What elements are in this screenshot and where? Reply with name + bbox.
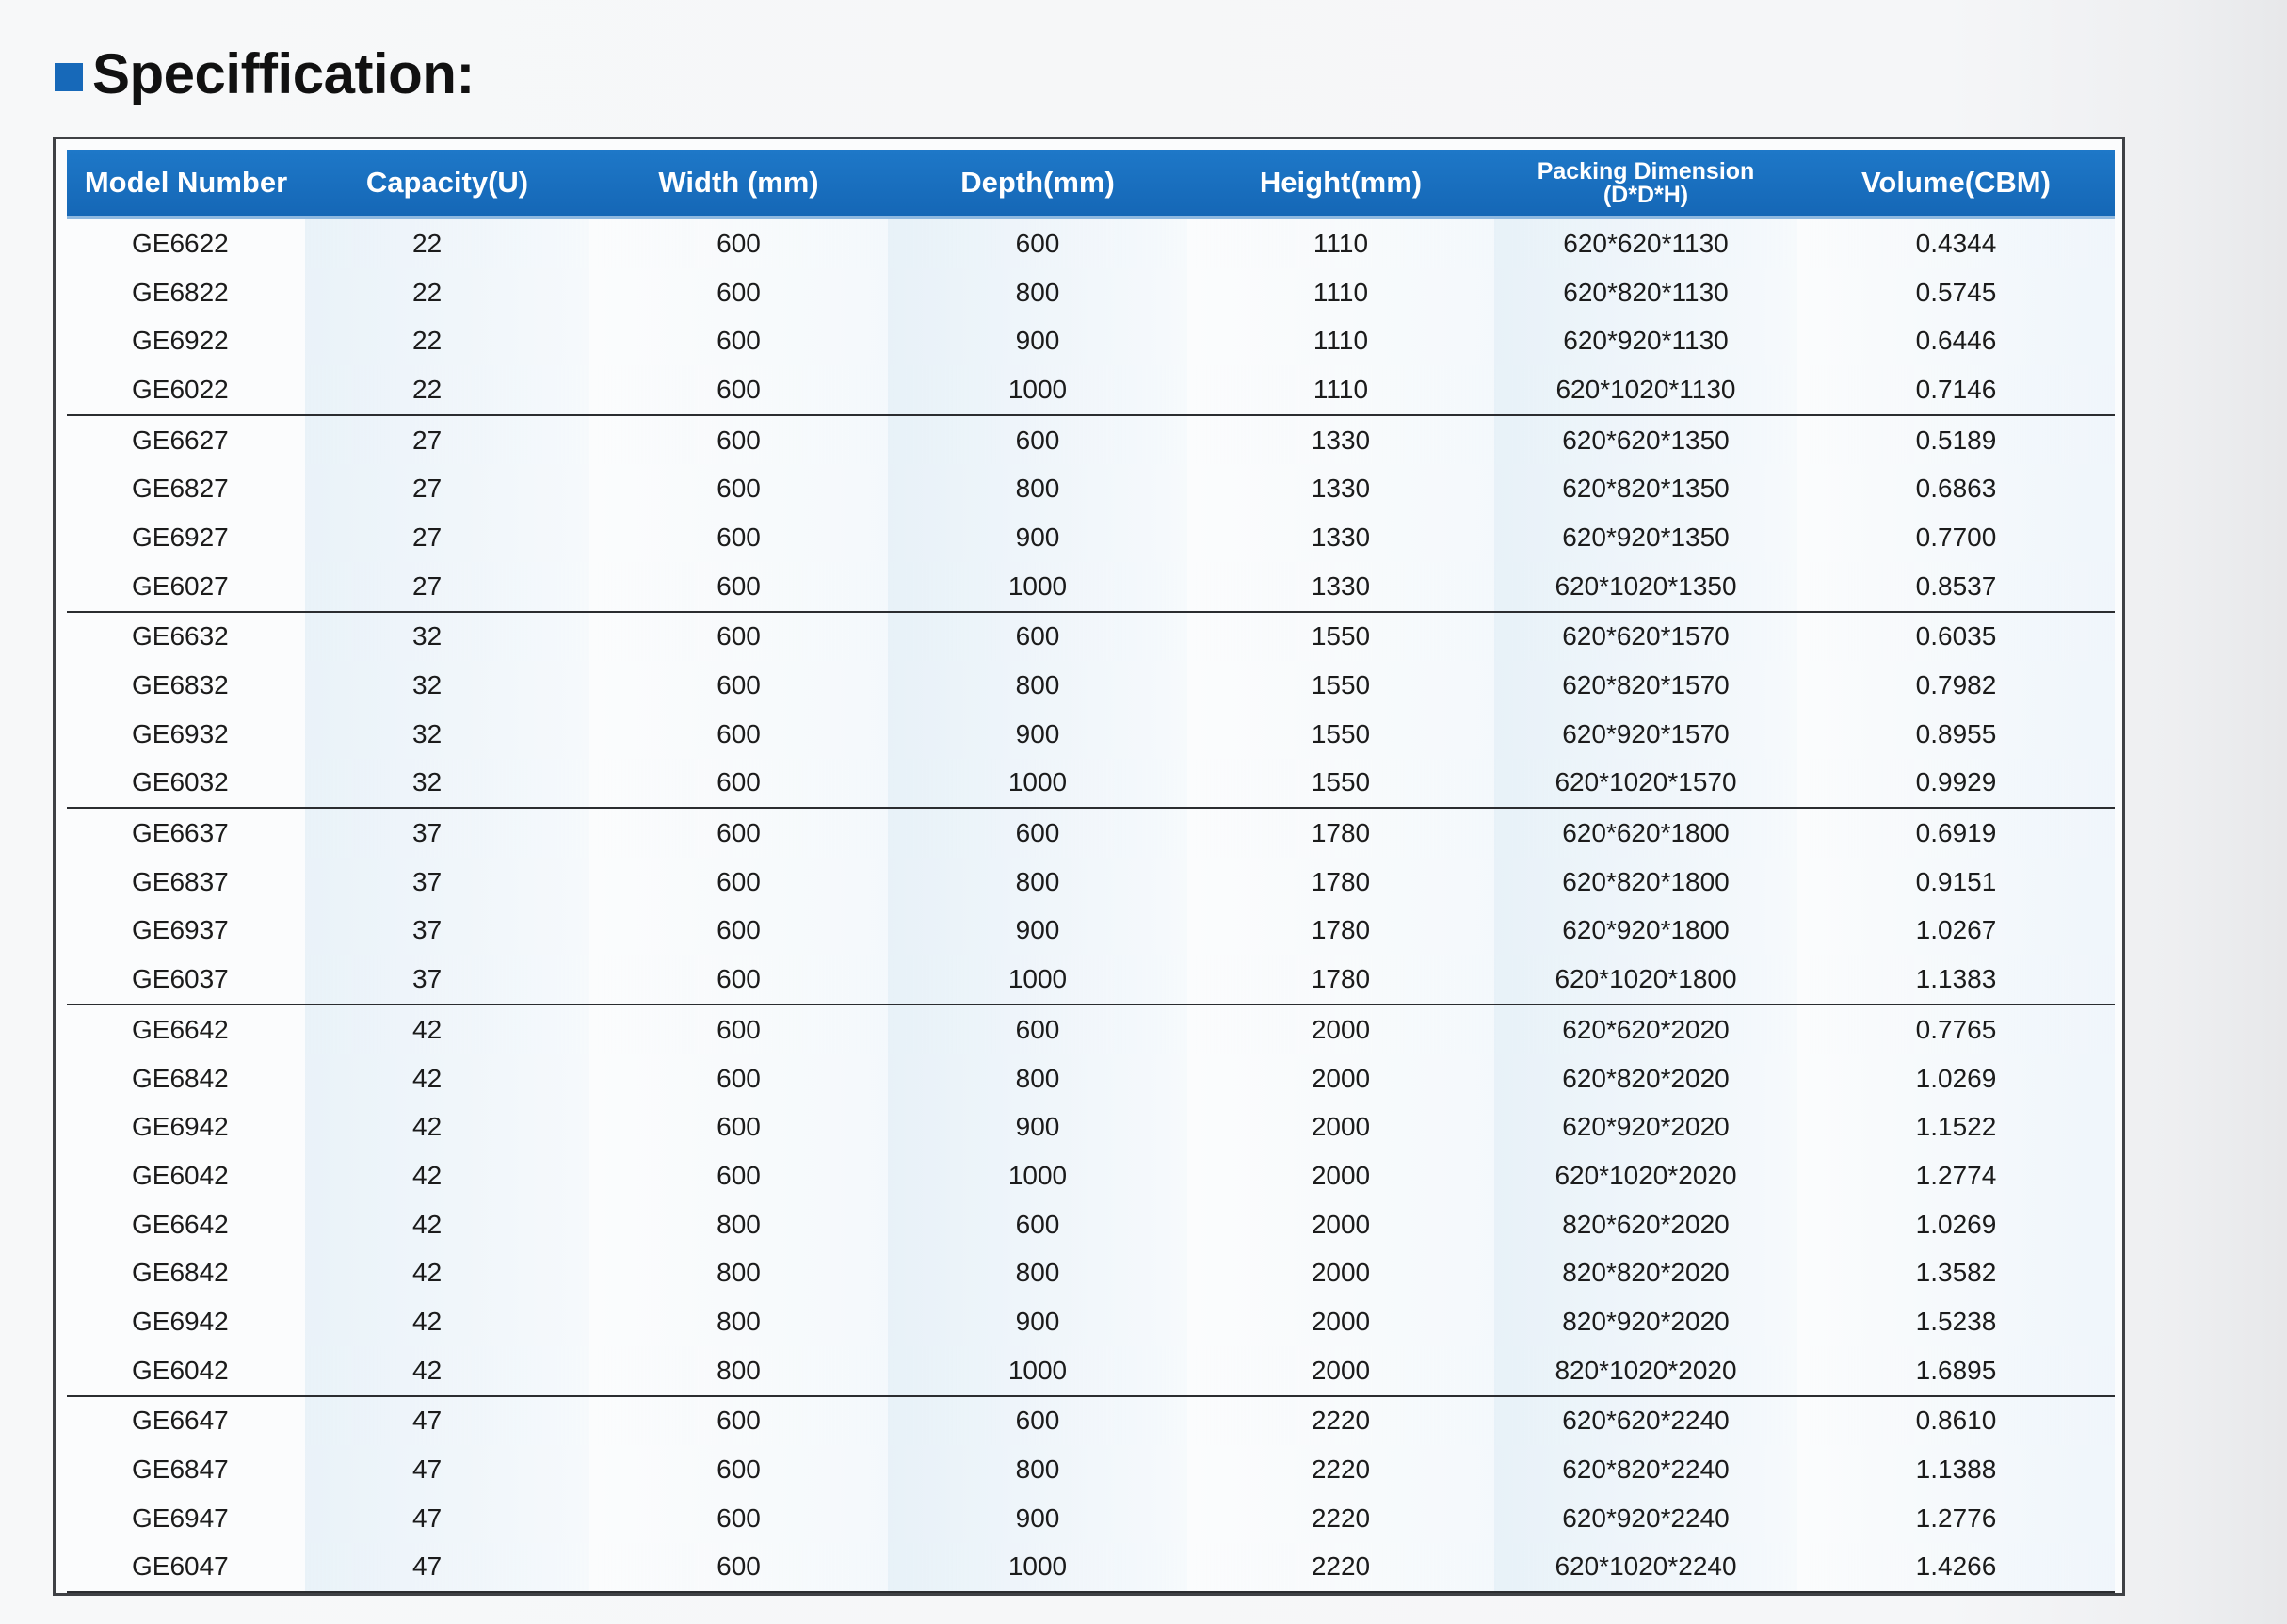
cell-model-number: GE6042 — [67, 1346, 305, 1396]
cell-volume: 1.1522 — [1797, 1102, 2115, 1151]
cell-model-number: GE6042 — [132, 1160, 229, 1190]
cell-capacity: 37 — [305, 907, 589, 956]
title-square-icon — [55, 63, 83, 91]
cell-depth: 800 — [888, 1054, 1187, 1103]
cell-volume: 0.7700 — [1797, 513, 2115, 562]
cell-capacity: 47 — [305, 1396, 589, 1446]
cell-height: 1550 — [1187, 612, 1494, 662]
cell-depth: 1000 — [888, 759, 1187, 809]
cell-height: 1330 — [1187, 415, 1494, 465]
cell-packing-dimension: 620*1020*1350 — [1494, 562, 1797, 612]
cell-width: 600 — [589, 1102, 888, 1151]
cell-width: 600 — [589, 562, 888, 612]
table-row — [67, 1248, 2115, 1297]
table-row — [67, 1494, 2115, 1543]
cell-depth: 600 — [888, 808, 1187, 858]
cell-capacity: 47 — [305, 1543, 589, 1593]
table-row — [67, 1297, 2115, 1346]
cell-capacity: 42 — [305, 1102, 589, 1151]
cell-volume: 0.6919 — [1797, 808, 2115, 858]
cell-depth: 900 — [888, 1297, 1187, 1346]
cell-depth: 600 — [888, 612, 1187, 662]
cell-depth: 600 — [888, 217, 1187, 268]
cell-width: 600 — [589, 316, 888, 365]
cell-capacity: 42 — [305, 1054, 589, 1103]
cell-width: 800 — [589, 1297, 888, 1346]
cell-volume: 1.4266 — [1797, 1543, 2115, 1593]
cell-width: 800 — [589, 1200, 888, 1249]
cell-model-number: GE6637 — [132, 818, 229, 848]
cell-packing-dimension: 620*1020*1570 — [1494, 759, 1797, 809]
cell-depth: 1000 — [888, 365, 1187, 415]
cell-depth: 600 — [888, 415, 1187, 465]
cell-capacity: 42 — [305, 1346, 589, 1396]
cell-model-number: GE6027 — [67, 562, 305, 612]
cell-capacity: 22 — [305, 268, 589, 317]
header-packing-line2: (D*D*H) — [1603, 181, 1689, 208]
cell-height: 1110 — [1187, 316, 1494, 365]
table-row — [67, 1543, 2115, 1593]
cell-volume: 0.8955 — [1797, 710, 2115, 759]
cell-packing-dimension: 820*620*2020 — [1494, 1200, 1797, 1249]
cell-height: 1780 — [1187, 858, 1494, 907]
cell-depth: 900 — [888, 907, 1187, 956]
cell-width: 600 — [589, 612, 888, 662]
cell-height: 1330 — [1187, 562, 1494, 612]
cell-height: 2220 — [1187, 1494, 1494, 1543]
cell-volume: 0.5189 — [1797, 415, 2115, 465]
cell-width: 600 — [589, 1396, 888, 1446]
cell-height: 2000 — [1187, 1297, 1494, 1346]
table-row — [67, 1005, 2115, 1054]
cell-depth: 900 — [888, 710, 1187, 759]
table-row — [67, 907, 2115, 956]
cell-height: 2220 — [1187, 1396, 1494, 1446]
cell-depth: 800 — [888, 268, 1187, 317]
cell-packing-dimension: 820*1020*2020 — [1494, 1346, 1797, 1396]
cell-capacity: 32 — [305, 661, 589, 710]
cell-capacity: 37 — [305, 858, 589, 907]
table-row — [67, 1151, 2115, 1200]
header-width: Width (mm) — [589, 150, 888, 217]
cell-height: 1330 — [1187, 464, 1494, 513]
cell-packing-dimension: 620*820*1800 — [1494, 858, 1797, 907]
cell-depth: 1000 — [888, 562, 1187, 612]
table-row — [67, 1102, 2115, 1151]
cell-height: 2000 — [1187, 1248, 1494, 1297]
table-row — [67, 316, 2115, 365]
cell-width: 600 — [589, 858, 888, 907]
cell-width: 600 — [589, 1445, 888, 1494]
cell-width: 600 — [589, 710, 888, 759]
cell-volume: 0.8537 — [1797, 562, 2115, 612]
cell-depth: 800 — [888, 1445, 1187, 1494]
table-row — [67, 1445, 2115, 1494]
cell-depth: 900 — [888, 1102, 1187, 1151]
cell-width: 600 — [589, 365, 888, 415]
header-model-number: Model Number — [67, 150, 305, 217]
cell-depth: 1000 — [888, 1346, 1187, 1396]
cell-packing-dimension: 620*820*2240 — [1494, 1445, 1797, 1494]
cell-model-number: GE6842 — [132, 1258, 229, 1288]
table-row — [67, 1396, 2115, 1446]
cell-volume: 1.2774 — [1797, 1151, 2115, 1200]
table-row — [67, 268, 2115, 317]
cell-capacity: 22 — [305, 316, 589, 365]
cell-packing-dimension: 620*820*1570 — [1494, 661, 1797, 710]
table-row — [67, 217, 2115, 268]
cell-packing-dimension: 620*920*1800 — [1494, 907, 1797, 956]
cell-depth: 1000 — [888, 1151, 1187, 1200]
cell-volume: 0.7982 — [1797, 661, 2115, 710]
table-row — [67, 1054, 2115, 1103]
cell-volume: 0.5745 — [1797, 268, 2115, 317]
cell-model-number: GE6047 — [67, 1543, 305, 1593]
cell-packing-dimension: 620*920*1350 — [1494, 513, 1797, 562]
cell-packing-dimension: 820*820*2020 — [1494, 1248, 1797, 1297]
cell-packing-dimension: 620*620*1350 — [1494, 415, 1797, 465]
cell-model-number: GE6937 — [132, 915, 229, 945]
cell-height: 2220 — [1187, 1543, 1494, 1593]
cell-capacity: 37 — [305, 808, 589, 858]
cell-volume: 0.4344 — [1797, 217, 2115, 268]
cell-width: 600 — [589, 1054, 888, 1103]
header-height: Height(mm) — [1187, 150, 1494, 217]
table-row — [67, 464, 2115, 513]
cell-height: 2000 — [1187, 1054, 1494, 1103]
cell-height: 2000 — [1187, 1200, 1494, 1249]
cell-packing-dimension: 620*1020*2240 — [1494, 1543, 1797, 1593]
cell-packing-dimension: 620*820*2020 — [1494, 1054, 1797, 1103]
cell-height: 1550 — [1187, 759, 1494, 809]
cell-width: 600 — [589, 513, 888, 562]
cell-model-number: GE6622 — [132, 228, 229, 258]
cell-model-number: GE6837 — [132, 866, 229, 896]
cell-capacity: 27 — [305, 562, 589, 612]
cell-width: 600 — [589, 464, 888, 513]
cell-volume: 0.7765 — [1797, 1005, 2115, 1054]
cell-model-number: GE6832 — [132, 670, 229, 700]
cell-volume: 1.6895 — [1797, 1346, 2115, 1396]
cell-volume: 0.8610 — [1797, 1396, 2115, 1446]
cell-depth: 900 — [888, 316, 1187, 365]
cell-model-number: GE6022 — [67, 365, 305, 415]
cell-capacity: 42 — [305, 1200, 589, 1249]
cell-packing-dimension: 620*1020*2020 — [1494, 1151, 1797, 1200]
cell-packing-dimension: 620*620*1800 — [1494, 808, 1797, 858]
cell-model-number: GE6922 — [132, 326, 229, 356]
cell-volume: 1.5238 — [1797, 1297, 2115, 1346]
cell-volume: 0.6035 — [1797, 612, 2115, 662]
cell-volume: 0.9929 — [1797, 759, 2115, 809]
cell-height: 2000 — [1187, 1005, 1494, 1054]
table-row — [67, 955, 2115, 1005]
cell-width: 600 — [589, 661, 888, 710]
cell-volume: 1.0269 — [1797, 1054, 2115, 1103]
cell-model-number: GE6642 — [132, 1014, 229, 1044]
cell-volume: 0.7146 — [1797, 365, 2115, 415]
cell-height: 1780 — [1187, 907, 1494, 956]
cell-model-number: GE6947 — [132, 1503, 229, 1533]
table-row — [67, 365, 2115, 415]
cell-volume: 0.6446 — [1797, 316, 2115, 365]
cell-model-number: GE6932 — [132, 718, 229, 748]
cell-capacity: 22 — [305, 217, 589, 268]
section-title — [55, 26, 475, 121]
cell-width: 600 — [589, 955, 888, 1005]
cell-width: 600 — [589, 1543, 888, 1593]
cell-capacity: 42 — [305, 1248, 589, 1297]
header-depth: Depth(mm) — [888, 150, 1187, 217]
cell-depth: 900 — [888, 513, 1187, 562]
cell-volume: 1.1388 — [1797, 1445, 2115, 1494]
cell-height: 1780 — [1187, 808, 1494, 858]
cell-width: 600 — [589, 1005, 888, 1054]
cell-width: 600 — [589, 217, 888, 268]
cell-model-number: GE6642 — [132, 1209, 229, 1239]
header-volume: Volume(CBM) — [1797, 150, 2115, 217]
cell-model-number: GE6847 — [132, 1455, 229, 1485]
cell-depth: 600 — [888, 1005, 1187, 1054]
cell-depth: 600 — [888, 1396, 1187, 1446]
cell-capacity: 42 — [305, 1297, 589, 1346]
table-row — [67, 808, 2115, 858]
cell-height: 1110 — [1187, 268, 1494, 317]
cell-packing-dimension: 620*1020*1130 — [1494, 365, 1797, 415]
cell-depth: 900 — [888, 1494, 1187, 1543]
cell-capacity: 27 — [305, 513, 589, 562]
cell-model-number: GE6647 — [132, 1406, 229, 1436]
cell-width: 600 — [589, 1494, 888, 1543]
cell-capacity: 37 — [305, 955, 589, 1005]
cell-width: 600 — [589, 808, 888, 858]
cell-depth: 800 — [888, 858, 1187, 907]
cell-capacity: 22 — [305, 365, 589, 415]
cell-capacity: 47 — [305, 1494, 589, 1543]
cell-packing-dimension: 620*920*1130 — [1494, 316, 1797, 365]
table-row — [67, 759, 2115, 809]
cell-volume: 1.3582 — [1797, 1248, 2115, 1297]
cell-volume: 1.0267 — [1797, 907, 2115, 956]
cell-volume: 1.2776 — [1797, 1494, 2115, 1543]
table-row — [67, 1200, 2115, 1249]
table-row — [67, 710, 2115, 759]
cell-packing-dimension: 620*920*2240 — [1494, 1494, 1797, 1543]
page-title: Speciffication: — [92, 41, 475, 105]
cell-packing-dimension: 620*620*1570 — [1494, 612, 1797, 662]
cell-capacity: 42 — [305, 1005, 589, 1054]
cell-volume: 0.6863 — [1797, 464, 2115, 513]
cell-width: 800 — [589, 1346, 888, 1396]
cell-width: 600 — [589, 415, 888, 465]
cell-model-number: GE6842 — [132, 1063, 229, 1093]
cell-width: 600 — [589, 268, 888, 317]
cell-capacity: 27 — [305, 415, 589, 465]
cell-height: 1330 — [1187, 513, 1494, 562]
cell-height: 1550 — [1187, 710, 1494, 759]
cell-capacity: 27 — [305, 464, 589, 513]
table-row — [67, 415, 2115, 465]
table-row — [67, 661, 2115, 710]
table-body — [67, 217, 2115, 1592]
cell-depth: 1000 — [888, 955, 1187, 1005]
cell-model-number: GE6627 — [132, 425, 229, 455]
cell-width: 600 — [589, 1151, 888, 1200]
table-row — [67, 1346, 2115, 1396]
cell-depth: 800 — [888, 464, 1187, 513]
cell-volume: 1.0269 — [1797, 1200, 2115, 1249]
spec-table — [67, 150, 2115, 1593]
table-row — [67, 513, 2115, 562]
cell-height: 2000 — [1187, 1346, 1494, 1396]
cell-packing-dimension: 620*820*1130 — [1494, 268, 1797, 317]
cell-capacity: 32 — [305, 612, 589, 662]
cell-volume: 1.1383 — [1797, 955, 2115, 1005]
cell-packing-dimension: 620*920*1570 — [1494, 710, 1797, 759]
cell-width: 600 — [589, 759, 888, 809]
cell-packing-dimension: 620*620*2240 — [1494, 1396, 1797, 1446]
table-header-row — [67, 150, 2115, 217]
cell-height: 2220 — [1187, 1445, 1494, 1494]
cell-packing-dimension: 820*920*2020 — [1494, 1297, 1797, 1346]
cell-packing-dimension: 620*620*1130 — [1494, 217, 1797, 268]
cell-height: 2000 — [1187, 1151, 1494, 1200]
header-packing-line1: Packing Dimension — [1537, 157, 1755, 185]
cell-model-number: GE6632 — [132, 621, 229, 651]
cell-height: 1110 — [1187, 365, 1494, 415]
cell-width: 800 — [589, 1248, 888, 1297]
cell-model-number: GE6827 — [132, 474, 229, 504]
cell-packing-dimension: 620*820*1350 — [1494, 464, 1797, 513]
cell-height: 1780 — [1187, 955, 1494, 1005]
cell-capacity: 47 — [305, 1445, 589, 1494]
cell-packing-dimension: 620*1020*1800 — [1494, 955, 1797, 1005]
cell-model-number: GE6037 — [67, 955, 305, 1005]
cell-width: 600 — [589, 907, 888, 956]
table-row — [67, 612, 2115, 662]
table-row — [67, 858, 2115, 907]
cell-depth: 1000 — [888, 1543, 1187, 1593]
cell-height: 1110 — [1187, 217, 1494, 268]
cell-model-number: GE6032 — [67, 759, 305, 809]
cell-depth: 800 — [888, 661, 1187, 710]
cell-packing-dimension: 620*620*2020 — [1494, 1005, 1797, 1054]
cell-model-number: GE6927 — [132, 522, 229, 552]
cell-volume: 0.9151 — [1797, 858, 2115, 907]
cell-capacity: 42 — [305, 1151, 589, 1200]
header-packing-dimension — [1494, 150, 1797, 217]
cell-height: 2000 — [1187, 1102, 1494, 1151]
cell-model-number: GE6942 — [132, 1112, 229, 1142]
table-row — [67, 562, 2115, 612]
cell-model-number: GE6822 — [132, 277, 229, 307]
spec-table-frame — [53, 137, 2125, 1596]
cell-depth: 600 — [888, 1200, 1187, 1249]
cell-depth: 800 — [888, 1248, 1187, 1297]
cell-capacity: 32 — [305, 710, 589, 759]
cell-capacity: 32 — [305, 759, 589, 809]
cell-model-number: GE6942 — [132, 1306, 229, 1336]
cell-packing-dimension: 620*920*2020 — [1494, 1102, 1797, 1151]
cell-height: 1550 — [1187, 661, 1494, 710]
header-capacity: Capacity(U) — [305, 150, 589, 217]
